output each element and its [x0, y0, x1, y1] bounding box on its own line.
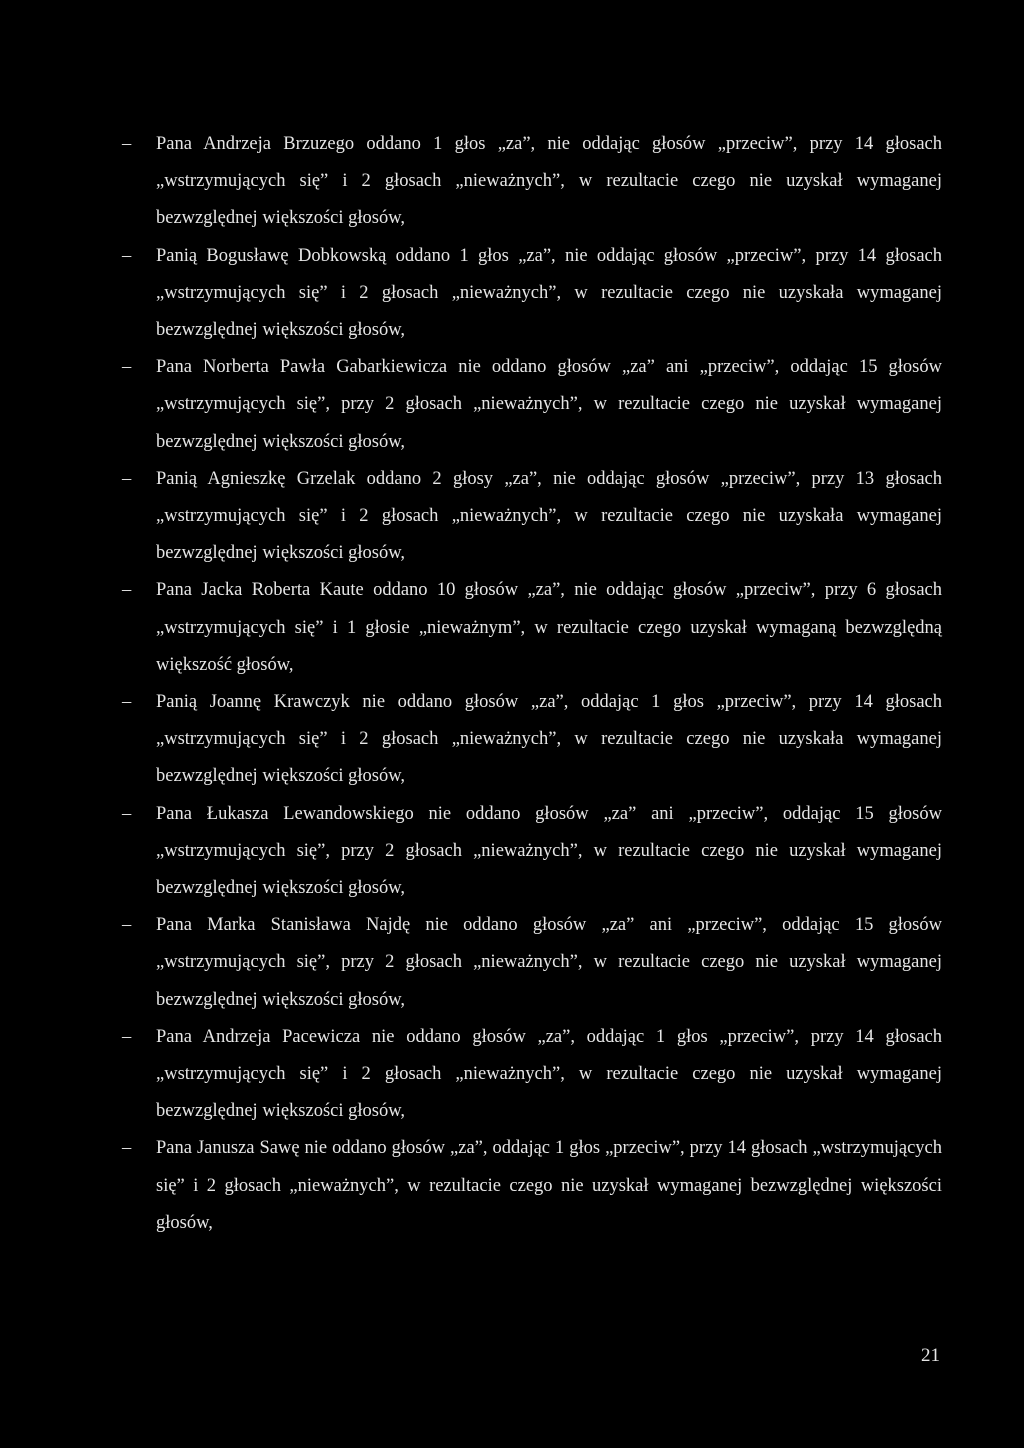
list-item: [122, 126, 942, 238]
list-item-text: Panią Agnieszkę Grzelak oddano 2 głosy „za”, nie oddając głosów „przeciw”, przy 13 głosach „wstrzymujących się” i 2 głosach „nieważnych”, w rezultacie czego nie uzyskała wymaganej bezwzględnej większości głosów,: [156, 468, 942, 564]
list-item: [122, 1019, 942, 1131]
bullet-dash: –: [122, 803, 132, 824]
list-item: [122, 461, 942, 573]
list-item: [122, 684, 942, 796]
bullet-dash: –: [122, 692, 132, 713]
bullet-dash: –: [122, 245, 132, 266]
list-item-text: Pana Andrzeja Pacewicza nie oddano głosów „za”, oddając 1 głos „przeciw”, przy 14 głosach „wstrzymujących się” i 2 głosach „nieważnych”, w rezultacie czego nie uzyskał wymaganej bezwzględnej większości głosów,: [156, 1026, 942, 1122]
page-number: 21: [921, 1345, 940, 1366]
list-item-text: Pana Marka Stanisława Najdę nie oddano głosów „za” ani „przeciw”, oddając 15 głosów „wstrzymujących się”, przy 2 głosach „nieważnych”, w rezultacie czego nie uzyskał wymaganej bezwzględnej większości głosów,: [156, 915, 942, 1010]
bullet-dash: –: [122, 915, 132, 936]
bullet-dash: –: [122, 580, 132, 601]
bullet-dash: –: [122, 468, 132, 489]
list-item: [122, 572, 942, 684]
list-item-text: Pana Janusza Sawę nie oddano głosów „za”, oddając 1 głos „przeciw”, przy 14 głosach „wstrzymujących się” i 2 głosach „nieważnych”, w rezultacie czego nie uzyskał wymaganej bezwzględnej większości głosów,: [156, 1138, 942, 1233]
list-item-text: Panią Joannę Krawczyk nie oddano głosów „za”, oddając 1 głos „przeciw”, przy 14 głosach „wstrzymujących się” i 2 głosach „nieważnych”, w rezultacie czego nie uzyskała wymaganej bezwzględnej większości głosów,: [156, 692, 942, 787]
list-item: [122, 1130, 942, 1242]
list-item-text: Pana Andrzeja Brzuzego oddano 1 głos „za”, nie oddając głosów „przeciw”, przy 14 głosach „wstrzymujących się” i 2 głosach „nieważnych”, w rezultacie czego nie uzyskał wymaganej bezwzględnej większości głosów,: [156, 134, 942, 229]
vote-results-list: [122, 126, 942, 1242]
bullet-dash: –: [122, 1138, 132, 1159]
bullet-dash: –: [122, 357, 132, 378]
list-item: [122, 907, 942, 1019]
list-item-text: Pana Łukasza Lewandowskiego nie oddano głosów „za” ani „przeciw”, oddając 15 głosów „wstrzymujących się”, przy 2 głosach „nieważnych”, w rezultacie czego nie uzyskał wymaganej bezwzględnej większości głosów,: [156, 803, 942, 899]
list-item-text: Panią Bogusławę Dobkowską oddano 1 głos „za”, nie oddając głosów „przeciw”, przy 14 głosach „wstrzymujących się” i 2 głosach „nieważnych”, w rezultacie czego nie uzyskała wymaganej bezwzględnej większości głosów,: [156, 245, 942, 341]
list-item: [122, 238, 942, 350]
list-item: [122, 349, 942, 461]
list-item-text: Pana Jacka Roberta Kaute oddano 10 głosów „za”, nie oddając głosów „przeciw”, przy 6 głosach „wstrzymujących się” i 1 głosie „nieważnym”, w rezultacie czego uzyskał wymaganą bezwzględną większość głosów,: [156, 580, 942, 675]
list-item-text: Pana Norberta Pawła Gabarkiewicza nie oddano głosów „za” ani „przeciw”, oddając 15 głosów „wstrzymujących się”, przy 2 głosach „nieważnych”, w rezultacie czego nie uzyskał wymaganej bezwzględnej większości głosów,: [156, 357, 942, 452]
bullet-dash: –: [122, 1026, 132, 1047]
bullet-dash: –: [122, 134, 132, 154]
list-item: [122, 796, 942, 908]
